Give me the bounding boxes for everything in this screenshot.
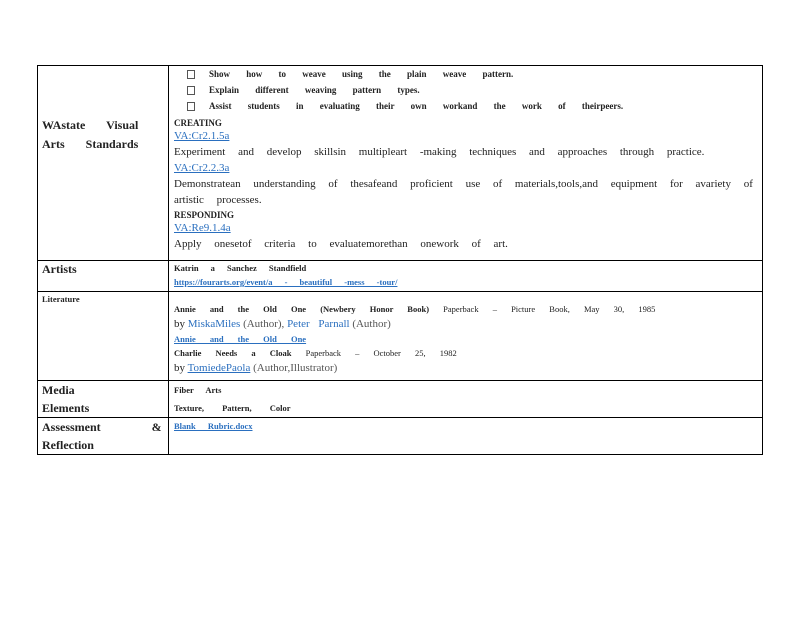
media-label-line1: Media xyxy=(42,383,75,397)
bullet-item: Show how to weave using the plain weave pattern. xyxy=(174,66,756,82)
book-author-line: by TomiedePaola (Author,Illustrator) xyxy=(174,362,338,374)
creating-heading: CREATING xyxy=(174,118,222,128)
assessment-label-cell xyxy=(38,418,169,455)
media-label-cell xyxy=(38,381,169,418)
artists-label-cell xyxy=(38,261,169,292)
author-link[interactable]: MiskaMiles xyxy=(187,318,241,330)
standard-text: Apply onesetof criteria to evaluatemorethan onework of art. xyxy=(174,238,508,250)
standard-text: Experiment and develop skillsin multipleart -making techniques and approaches through practice. xyxy=(174,146,705,158)
responding-heading: RESPONDING xyxy=(174,210,235,220)
literature-label: Literature xyxy=(42,294,80,304)
checkbox-icon xyxy=(187,70,195,79)
standards-row xyxy=(38,66,763,261)
book-title-line: Annie and the Old One (Newbery Honor Book) Paperback – Picture Book, May 30, 1985 xyxy=(174,304,656,314)
standard-code-link[interactable]: VA:Cr2.2.3a xyxy=(174,162,230,174)
literature-label-cell xyxy=(38,292,169,381)
assessment-label-line1: Assessment & xyxy=(42,420,162,434)
assessment-label-line2: Reflection xyxy=(42,438,94,452)
lesson-table xyxy=(37,65,763,455)
artist-name: Katrin a Sanchez Standfield xyxy=(174,263,307,273)
author-link[interactable]: TomiedePaola xyxy=(187,362,251,374)
book-title-line: Charlie Needs a Cloak Paperback – October 25, 1982 xyxy=(174,348,457,358)
standard-text: Demonstratean understanding of thesafeand proficient use of materials,tools,and equipment for avariety of artistic processes. xyxy=(174,178,753,206)
literature-row xyxy=(38,292,763,381)
book-link[interactable]: Annie and the Old One xyxy=(174,334,307,344)
bullet-item: Assist students in evaluating their own workand the work of theirpeers. xyxy=(174,98,756,114)
checkbox-icon xyxy=(187,102,195,111)
assessment-row xyxy=(38,418,763,455)
standards-label: WAstate Visual Arts Standards xyxy=(42,118,139,151)
media-content-cell xyxy=(169,381,763,418)
artists-content-cell xyxy=(169,261,763,292)
assessment-content-cell xyxy=(169,418,763,455)
standards-label-cell xyxy=(38,66,169,261)
media-line1: Fiber Arts xyxy=(174,385,222,395)
media-row xyxy=(38,381,763,418)
artist-url-link[interactable]: https://fourarts.org/event/a - beautiful -mess -tour/ xyxy=(174,277,398,287)
literature-content-cell xyxy=(169,292,763,381)
standards-content-cell xyxy=(169,66,763,261)
checkbox-icon xyxy=(187,86,195,95)
bullet-item: Explain different weaving pattern types. xyxy=(174,82,756,98)
media-label-line2: Elements xyxy=(42,401,90,415)
book-author-line: by MiskaMiles (Author), Peter Parnall (Author) xyxy=(174,318,391,330)
media-line2: Texture, Pattern, Color xyxy=(174,403,291,413)
standard-code-link[interactable]: VA:Cr2.1.5a xyxy=(174,130,230,142)
standard-code-link[interactable]: VA:Re9.1.4a xyxy=(174,222,231,234)
author-link[interactable]: Peter Parnall xyxy=(287,318,350,330)
rubric-link[interactable]: Blank Rubric.docx xyxy=(174,421,253,431)
artists-label: Artists xyxy=(42,262,77,276)
artists-row xyxy=(38,261,763,292)
